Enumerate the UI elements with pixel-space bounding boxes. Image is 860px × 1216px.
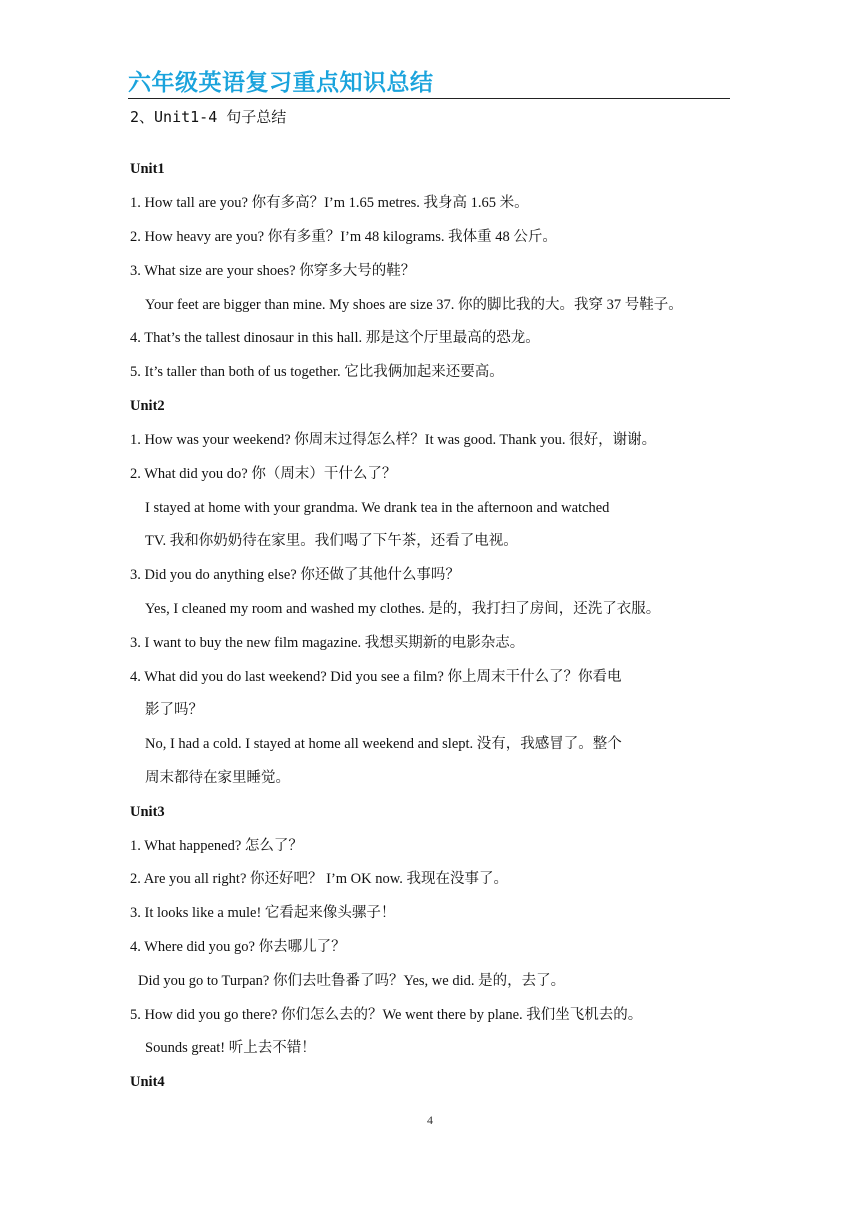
unit3-line: Sounds great! 听上去不错！ xyxy=(145,1040,316,1056)
unit3-heading: Unit3 xyxy=(130,804,165,820)
header-divider xyxy=(128,98,730,99)
unit3-line: 1. What happened? 怎么了？ xyxy=(130,838,303,854)
unit3-line: 4. Where did you go? 你去哪儿了？ xyxy=(130,939,346,955)
unit3-line: 2. Are you all right? 你还好吧？ I’m OK now. 我现在没事了。 xyxy=(130,871,509,887)
unit2-line: 1. How was your weekend? 你周末过得怎么样？It was good. Thank you. 很好，谢谢。 xyxy=(130,432,657,448)
unit2-line: I stayed at home with your grandma. We drank tea in the afternoon and watched xyxy=(145,500,610,516)
unit4-heading: Unit4 xyxy=(130,1074,165,1090)
unit2-line: Yes, I cleaned my room and washed my clothes. 是的，我打扫了房间，还洗了衣服。 xyxy=(145,601,661,617)
unit2-line: TV. 我和你奶奶待在家里。我们喝了下午茶，还看了电视。 xyxy=(145,533,518,549)
unit2-line: 影了吗？ xyxy=(145,702,203,718)
unit2-line: 3. I want to buy the new film magazine. 我想买期新的电影杂志。 xyxy=(130,635,525,651)
unit1-line: 2. How heavy are you? 你有多重？I’m 48 kilograms. 我体重 48 公斤。 xyxy=(130,229,557,245)
unit1-line: 5. It’s taller than both of us together. 它比我俩加起来还要高。 xyxy=(130,364,504,380)
unit2-line: 3. Did you do anything else? 你还做了其他什么事吗？ xyxy=(130,567,460,583)
unit1-line: 1. How tall are you? 你有多高？I’m 1.65 metres. 我身高 1.65 米。 xyxy=(130,195,529,211)
unit3-line: 3. It looks like a mule! 它看起来像头骡子！ xyxy=(130,905,396,921)
unit2-line: 周末都待在家里睡觉。 xyxy=(145,770,290,786)
unit1-line: Your feet are bigger than mine. My shoes are size 37. 你的脚比我的大。我穿 37 号鞋子。 xyxy=(145,297,683,313)
unit2-line: No, I had a cold. I stayed at home all weekend and slept. 没有，我感冒了。整个 xyxy=(145,736,622,752)
unit3-line: Did you go to Turpan? 你们去吐鲁番了吗？Yes, we did. 是的，去了。 xyxy=(138,973,566,989)
unit2-line: 4. What did you do last weekend? Did you see a film? 你上周末干什么了？你看电 xyxy=(130,669,622,685)
section-title: 2、Unit1-4 句子总结 xyxy=(130,108,287,126)
unit1-line: 4. That’s the tallest dinosaur in this hall. 那是这个厅里最高的恐龙。 xyxy=(130,330,540,346)
unit1-heading: Unit1 xyxy=(130,161,165,177)
document-header-title: 六年级英语复习重点知识总结 xyxy=(128,69,434,95)
unit1-line: 3. What size are your shoes? 你穿多大号的鞋？ xyxy=(130,263,416,279)
unit3-line: 5. How did you go there? 你们怎么去的？We went there by plane. 我们坐飞机去的。 xyxy=(130,1007,643,1023)
unit2-heading: Unit2 xyxy=(130,398,165,414)
unit2-line: 2. What did you do? 你（周末）干什么了？ xyxy=(130,466,397,482)
page-number: 4 xyxy=(427,1113,433,1127)
